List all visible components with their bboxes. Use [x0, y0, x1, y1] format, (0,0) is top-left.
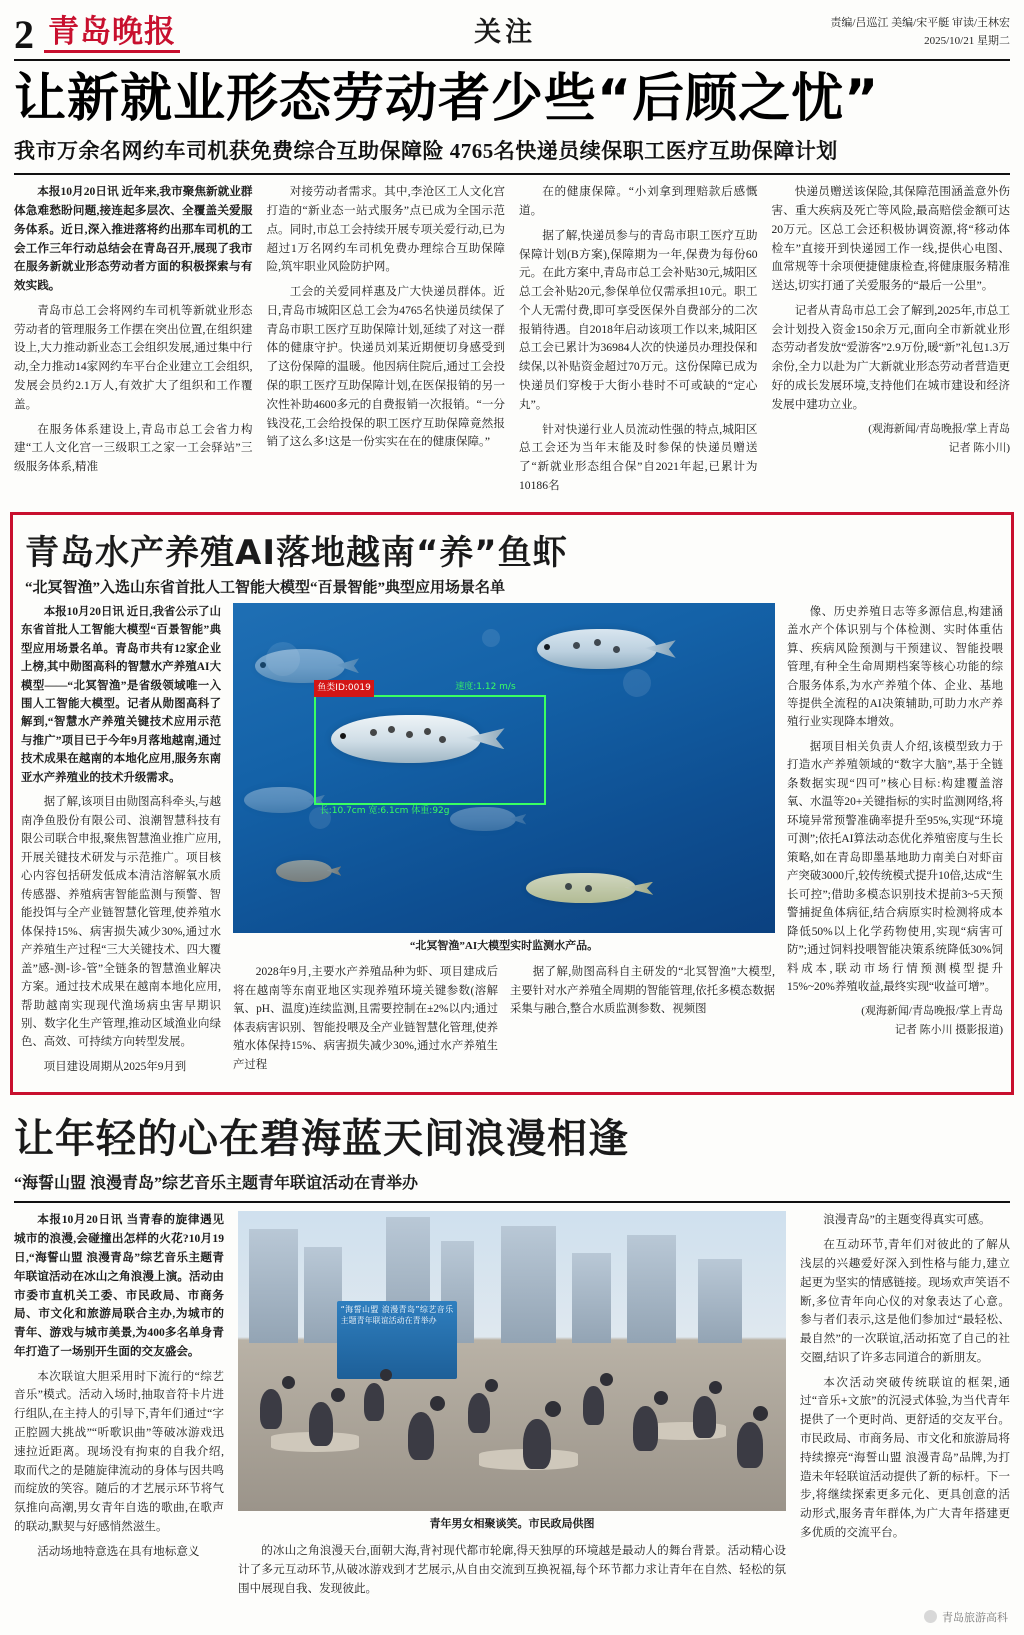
section-title: 关注	[474, 17, 537, 47]
story2-box	[10, 512, 1014, 1096]
fish-photo-wrap	[233, 603, 775, 956]
fish-shape	[255, 649, 345, 683]
story3-center	[238, 1211, 786, 1604]
paragraph: 浪漫青岛”的主题变得真实可感。	[823, 1213, 991, 1227]
masthead	[0, 0, 1024, 57]
paragraph: 针对快递行业人员流动性强的特点,城阳区总工会还为当年末能及时参保的快递员赠送了“新就业形态组合保”自2021年起,已累计为10186名	[519, 422, 758, 492]
story3-body	[0, 1203, 1024, 1604]
paragraph: 本次活动突破传统联谊的框架,通过“音乐+文旅”的沉浸式体验,为当代青年提供了一个更时尚、更舒适的交友平台。市民政局、市商务局、市文化和旅游局将持续擦亮“海誓山盟 浪漫青岛”品牌,为打造未年轻联谊活动提供了新的标杆。下一步,将继续探索更多元化、更具创意的活动形式,服务青年群体,为广大青年搭建更多优质的交流平台。	[800, 1375, 1010, 1539]
story1-reporter: 记者 陈小川)	[948, 442, 1010, 455]
watermark-label: 青岛旅游高科	[942, 1611, 1008, 1624]
story2-col-right	[787, 603, 1003, 1083]
watermark	[924, 1609, 1008, 1625]
stage-banner-line1: “海誓山盟 浪漫青岛”综艺音乐主题青年联谊活动在青举办	[340, 1305, 454, 1325]
paragraph: 记者从青岛市总工会了解到,2025年,市总工会计划投入资金150余万元,面向全市新就业形态劳动者发放“爱游客”2.9万份,暖“新”礼包1.3万余份,全力以赴为广大新就业形态劳动者营造更好的成长发展环境,支持他们在城市建设和经济发展中建功立业。	[771, 303, 1010, 411]
story3-header	[0, 1095, 1024, 1193]
editors-line: 责编/吕巡江 美编/宋平艇 审读/王林宏	[830, 16, 1010, 29]
paragraph: 快递员赠送该保险,其保障范围涵盖意外伤害、重大疾病及死亡等风险,最高赔偿金额可达20万元。区总工会还积极协调资源,将“移动体检车”直接开到快递园工作一线,提供心电图、血常规等十余项便捷健康检查,将健康服务精准送达,切实打通了关爱服务的“最后一公里”。	[771, 185, 1010, 293]
paragraph: 在服务体系建设上,青岛市总工会省力构建“工人文化宫一三级职工之家一工会驿站”三级服务体系,精准	[14, 422, 253, 474]
watermark-logo-icon	[924, 1610, 937, 1623]
detection-speed-label: 速度:1.12 m/s	[455, 682, 516, 693]
story1-source: (观海新闻/青岛晚报/掌上青岛	[868, 422, 1010, 435]
story2-subhead: “北冥智渔”入选山东省首批人工智能大模型“百景智能”典型应用场景名单	[25, 579, 506, 596]
story1-col-4	[772, 183, 1011, 502]
story3-headline: 让年轻的心在碧海蓝天间浪漫相逢	[14, 1116, 629, 1163]
event-photo-caption: 青年男女相聚谈笑。市民政局供图	[429, 1518, 595, 1531]
story2-source: (观海新闻/青岛晚报/掌上青岛	[861, 1004, 1003, 1017]
story1-col-3	[519, 183, 758, 502]
paragraph: 在互动环节,青年们对彼此的了解从浅层的兴趣爱好深入到性格与能力,建立起更为坚实的情感链接。现场欢声笑语不断,多位青年向心仪的对象表达了心意。参与者们表示,这是他们参加过“最轻松、最自然”的一次联谊,活动拓宽了自己的社交圈,结识了许多志同道合的新朋友。	[800, 1238, 1010, 1364]
story2-body	[21, 603, 1003, 1083]
paragraph: 据项目相关负责人介绍,该模型致力于打造水产养殖领域的“数字大脑”,基于全链条数据实现“四可”核心目标:构建覆盖溶氧、水温等20+关键指标的实时监测网络,将环境异常预警准确率提升至95%,实现“环境可测”;依托AI算法动态优化养殖密度与生长策略,如在青岛即墨基地助力南美白对虾亩产突破3000斤,较传统模式提升10倍,达成“生长可控”;借助多模态识别技术提前3~5天预警捕捉鱼体病征,结合病原实时检测将成本降低50%以上化学药物使用,实现“病害可防”;通过饲料投喂智能决策系统降低30%饲料成本,联动市场行情预测模型提升15%~20%养殖收益,最终实现“收益可增”。	[787, 740, 1003, 994]
paragraph: 在的健康保障。“小刘拿到理赔款后感慨道。	[519, 185, 758, 217]
story2-reporter: 记者 陈小川 摄影报道)	[894, 1024, 1003, 1037]
paragraph: 本报10月20日讯 近日,我省公示了山东省首批人工智能大模型“百景智能”典型应用场景名单。青岛市共有12家企业上榜,其中勋图高科的智慧水产养殖AI大模型——“北冥智渔”是省级领域唯一入围人工智能大模型。记者从勋图高科了解到,“智慧水产养殖关键技术应用示范与推广”项目已于今年9月落地越南,通过技术成果在越南的本地化应用,服务东南亚水产养殖业的技术升级需求。	[21, 605, 221, 784]
paragraph: 本报10月20日讯 当青春的旋律遇见城市的浪漫,会碰撞出怎样的火花?10月19日,“海誓山盟 浪漫青岛”综艺音乐主题青年联谊活动在冰山之角浪漫上演。活动由市委市直机关工委、市民政局、市商务局、市文化和旅游局联合主办,为城市的青年、游戏与城市美景,为400多名单身青年打造了一场别开生面的交友盛会。	[14, 1213, 224, 1358]
fish-shape	[450, 807, 516, 831]
paper-logo: 青岛晚报	[44, 16, 180, 53]
paragraph: 项目建设周期从2025年9月到	[43, 1060, 187, 1073]
paragraph: 据了解,该项目由勋图高科牵头,与越南净鱼股份有限公司、浪潮智慧科技有限公司联合申报,聚焦智慧渔业推广应用,开展关键技术研发与示范推广。项目核心内容包括研发低成本清洁溶解氧水质传感器、养殖病害智能监测与预警、智能投饵与全产业链智慧化管理,使养殖水体保持15%、病害损失减少30%,通过水产养殖生产过程“三大关键技术、四大覆盖”感-测-诊-管”全链条的智慧渔业解决方案。通过技术成果在越南本地化应用,帮助越南实现现代渔场病虫害早期识别、数字化生产管理,推动区域渔业向绿色、高效、可持续方向转型发展。	[21, 796, 221, 1049]
story1-col-1	[14, 183, 253, 502]
story3-col-right	[800, 1211, 1010, 1604]
story1-headline: 让新就业形态劳动者少些“后顾之忧”	[14, 69, 880, 129]
story1-body	[0, 175, 1024, 502]
page-footer	[0, 1605, 1024, 1635]
story2-col-left	[21, 603, 221, 1083]
story1-header	[0, 61, 1024, 165]
detection-bounding-box	[314, 695, 546, 805]
paragraph: 对接劳动者需求。其中,李沧区工人文化宫打造的“新业态一站式服务”点已成为全国示范点。同时,市总工会持续开展专项关爱行动,已为超过1万名网约车司机免费办理综合互助保障险,筑牢职业风险防护网。	[266, 185, 505, 274]
paragraph: 活动场地特意选在具有地标意义	[37, 1544, 200, 1558]
story3-subhead: “海誓山盟 浪漫青岛”综艺音乐主题青年联谊活动在青举办	[14, 1175, 419, 1193]
paragraph: 据了解,快递员参与的青岛市职工医疗互助保障计划(B方案),保障期为一年,保费为每份60元。在此方案中,青岛市总工会补贴30元,城阳区总工会补贴20元,参保单位仅需承担10元。职工个人无需付费,即可享受医保外自费部分的二次报销待遇。自2018年启动该项工作以来,城阳区总工会已累计为36984人次的快递员办理投保和续保,以补贴资金超过70万元。这份保障已成为快递员们穿梭于大街小巷时不可或缺的“定心丸”。	[519, 228, 758, 411]
paragraph: 的冰山之角浪漫天台,面朝大海,背衬现代都市轮廓,得天独厚的环境越是最动人的舞台背景。活动精心设计了多元互动环节,从破冰游戏到才艺展示,从自由交流到互换祝福,每个环节都力求让青年在自然、轻松的氛围中展现自我、发现彼此。	[238, 1544, 786, 1595]
fish-shape	[244, 787, 314, 813]
masthead-credits	[830, 14, 1010, 53]
fish-shape	[526, 873, 636, 903]
paragraph: 据了解,勋图高科自主研发的“北冥智渔”大模型,主要针对水产养殖全周期的智能管理,依托多模态数据采集与融合,整合水质监测参数、视频图	[510, 966, 775, 1016]
paragraph: 本次联谊大胆采用时下流行的“综艺音乐”模式。活动入场时,抽取音符卡片进行组队,在主持人的引导下,青年们通过“字正腔圆大挑战”“听歌识曲”等破冰游戏迅速拉近距离。现场没有拘束的自我介绍,取而代之的是随旋律流动的身体与因共鸣而绽放的笑容。随后的才艺展示环节将气氛推向高潮,男女青年自选的歌曲,在歌声的联动,默契与好感悄然滋生。	[14, 1369, 224, 1533]
detection-id-tag: 鱼类ID:0019	[314, 680, 374, 697]
detection-measure-label: 长:10.7cm 宽:6.1cm 体重:92g	[319, 805, 450, 816]
story1-col-2	[267, 183, 506, 502]
story1-subhead: 我市万余名网约车司机获免费综合互助保障险 4765名快递员续保职工医疗互助保障计划	[14, 139, 838, 164]
fish-monitoring-photo	[233, 603, 775, 933]
story2-headline: 青岛水产养殖AI落地越南“养”鱼虾	[25, 532, 568, 573]
page-number: 2	[14, 12, 34, 57]
paragraph: 2028年9月,主要水产养殖品种为虾、项目建成后将在越南等东南亚地区实现养殖环境关键参数(溶解氧、pH、温度)连续监测,且需要控制在±2%以内;通过体表病害识别、智能投喂及全产业链智慧化管理,使养殖水体保持15%、病害损失减少30%,通过水产养殖生产过程	[233, 966, 498, 1071]
paragraph: 工会的关爱同样惠及广大快递员群体。近日,青岛市城阳区总工会为4765名快递员续保了青岛市职工医疗互助保障计划,延续了对这一群体的健康守护。快递员刘某近期便切身感受到了这份保障的温暖。他因病住院后,通过工会投保的职工医疗互助保障计划,在医保报销的另一次性补助4600多元的自费报销一次报销。“一分钱没花,工会给投保的职工医疗互助保障竟然报销了这么多!这是一份实实在在的健康保障。”	[266, 285, 505, 449]
fish-shape	[276, 860, 332, 882]
crowd	[238, 1346, 786, 1511]
story3-col-left	[14, 1211, 224, 1604]
paragraph: 本报10月20日讯 近年来,我市聚焦新就业群体急难愁盼问题,接连起多层次、全覆盖关爱服务体系。近日,深入推进落将约出那车司机的工会工作三年行动总结会在青岛召开,展现了我市在服务新就业形态劳动者方面的积极探索与有效实践。	[14, 185, 253, 293]
fish-photo-caption: “北冥智渔”AI大模型实时监测水产品。	[409, 939, 599, 952]
paragraph: 青岛市总工会将网约车司机等新就业形态劳动者的管理服务工作摆在突出位置,在组织建设上,大力推动新业态工会组织发展,通过集中行动,全力推动14家网约车平台企业建立工会组织,发展会员约2.1万人,有效扩大了组织和工作覆盖。	[14, 303, 253, 411]
date-line: 2025/10/21 星期二	[924, 35, 1010, 48]
paragraph: 像、历史养殖日志等多源信息,构建涵盖水产个体识别与个体检测、实时体重估算、疾病风险预测与干预建议、智能投喂管理,有种全生命周期档案等核心功能的综合服务体系,为水产养殖个体、企业、基地等提供全流程的AI决策辅助,可助力水产养殖行业实现降本增效。	[787, 605, 1003, 729]
fish-shape	[537, 629, 657, 669]
story2-center	[233, 603, 775, 1083]
event-photo	[238, 1211, 786, 1511]
